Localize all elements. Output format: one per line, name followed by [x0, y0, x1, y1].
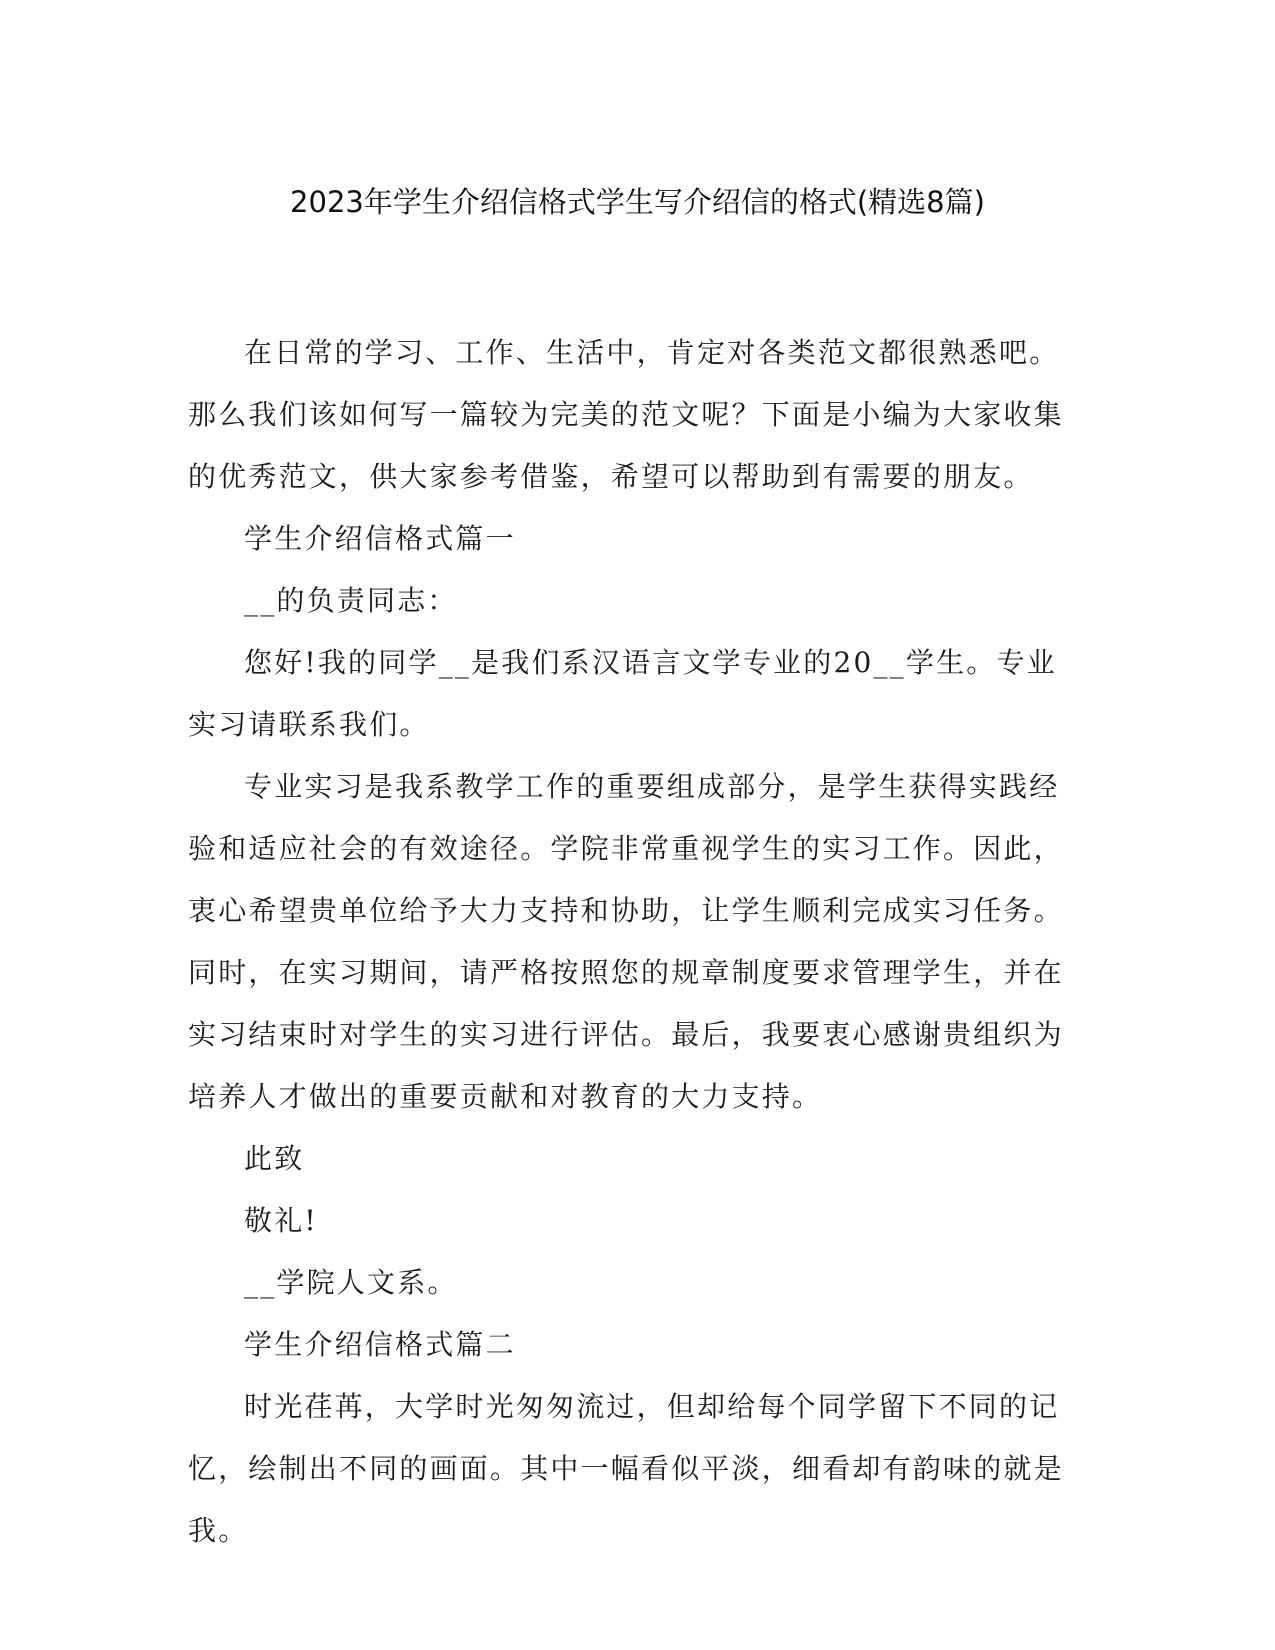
letter-body-paragraph: 专业实习是我系教学工作的重要组成部分，是学生获得实践经验和适应社会的有效途径。学院非常重视学生的实习工作。因此，衷心希望贵单位给予大力支持和协助，让学生顺利完成实习任务。同时，在实习期间，请严格按照您的规章制度要求管理学生，并在实习结束时对学生的实习进行评估。最后，我要衷心感谢贵组织为培养人才做出的重要贡献和对教育的大力支持。 — [188, 770, 1064, 1113]
section-heading-2: 学生介绍信格式篇二 — [244, 1328, 516, 1361]
document-title: 2023年学生介绍信格式学生写介绍信的格式(精选8篇) — [290, 185, 985, 219]
document-body — [188, 322, 1068, 1562]
letter-salutation: __的负责同志： — [244, 584, 458, 617]
letter-regards: 敬礼! — [244, 1204, 318, 1237]
section-heading-1: 学生介绍信格式篇一 — [244, 522, 516, 555]
letter-closing: 此致 — [244, 1142, 305, 1175]
letter-signature: __学院人文系。 — [244, 1266, 458, 1299]
intro-paragraph: 在日常的学习、工作、生活中，肯定对各类范文都很熟悉吧。那么我们该如何写一篇较为完美的范文呢？下面是小编为大家收集的优秀范文，供大家参考借鉴，希望可以帮助到有需要的朋友。 — [188, 336, 1064, 493]
section-2-paragraph: 时光荏苒，大学时光匆匆流过，但却给每个同学留下不同的记忆，绘制出不同的画面。其中一幅看似平淡，细看却有韵味的就是我。 — [188, 1390, 1064, 1547]
letter-greeting-paragraph: 您好!我的同学__是我们系汉语言文学专业的20__学生。专业实习请联系我们。 — [188, 646, 1057, 741]
